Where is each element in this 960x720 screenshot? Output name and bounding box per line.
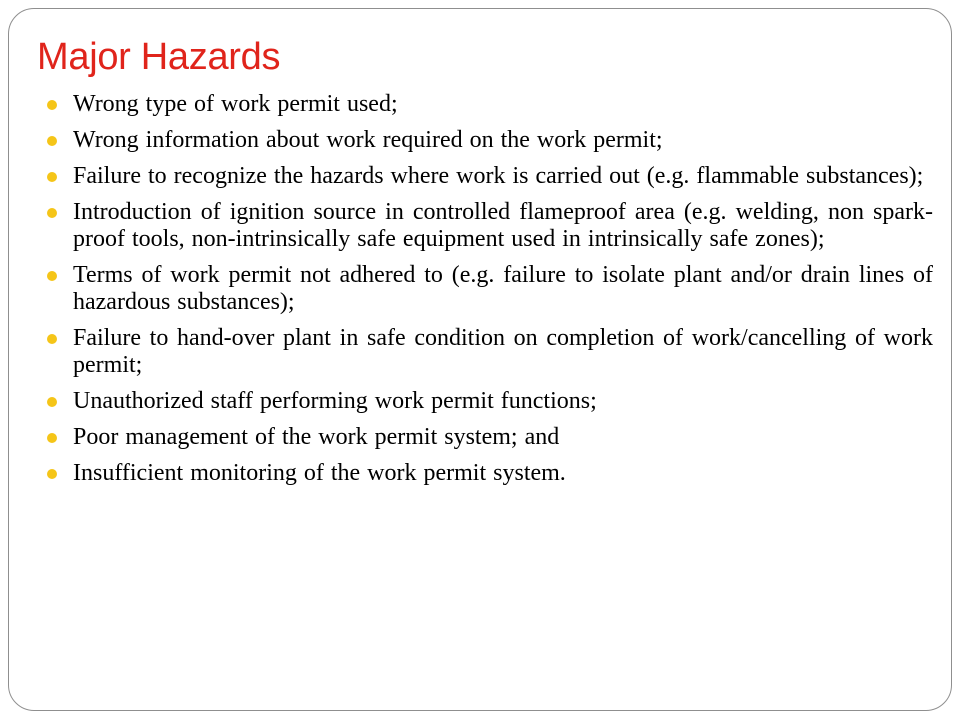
hazard-text: Terms of work permit not adhered to (e.g. failure to isolate plant and/or drain lines of hazardous substances); bbox=[73, 262, 933, 315]
bullet-icon bbox=[47, 136, 57, 146]
bullet-icon bbox=[47, 208, 57, 218]
bullet-icon bbox=[47, 172, 57, 182]
hazard-item bbox=[45, 388, 933, 415]
hazard-text: Wrong information about work required on the work permit; bbox=[73, 127, 663, 153]
bullet-icon bbox=[47, 100, 57, 110]
bullet-icon bbox=[47, 397, 57, 407]
hazard-item bbox=[45, 163, 933, 190]
hazard-text: Insufficient monitoring of the work permit system. bbox=[73, 460, 566, 486]
slide-title: Major Hazards bbox=[37, 36, 281, 78]
hazard-item bbox=[45, 424, 933, 451]
hazard-item bbox=[45, 325, 933, 379]
hazard-item bbox=[45, 460, 933, 487]
slide-frame bbox=[8, 8, 952, 711]
hazard-item bbox=[45, 262, 933, 316]
bullet-icon bbox=[47, 334, 57, 344]
hazard-text: Failure to hand-over plant in safe condition on completion of work/cancelling of work permit; bbox=[73, 325, 933, 378]
bullet-icon bbox=[47, 433, 57, 443]
hazard-text: Unauthorized staff performing work permit functions; bbox=[73, 388, 597, 414]
hazard-item bbox=[45, 199, 933, 253]
hazard-list bbox=[45, 91, 933, 496]
hazard-item bbox=[45, 91, 933, 118]
hazard-text: Failure to recognize the hazards where work is carried out (e.g. flammable substances); bbox=[73, 163, 924, 189]
bullet-icon bbox=[47, 271, 57, 281]
hazard-item bbox=[45, 127, 933, 154]
hazard-text: Wrong type of work permit used; bbox=[73, 91, 398, 117]
hazard-text: Poor management of the work permit system; and bbox=[73, 424, 560, 450]
hazard-text: Introduction of ignition source in controlled flameproof area (e.g. welding, non spark-proof tools, non-intrinsically safe equipment used in intrinsically safe zones); bbox=[73, 199, 933, 252]
bullet-icon bbox=[47, 469, 57, 479]
